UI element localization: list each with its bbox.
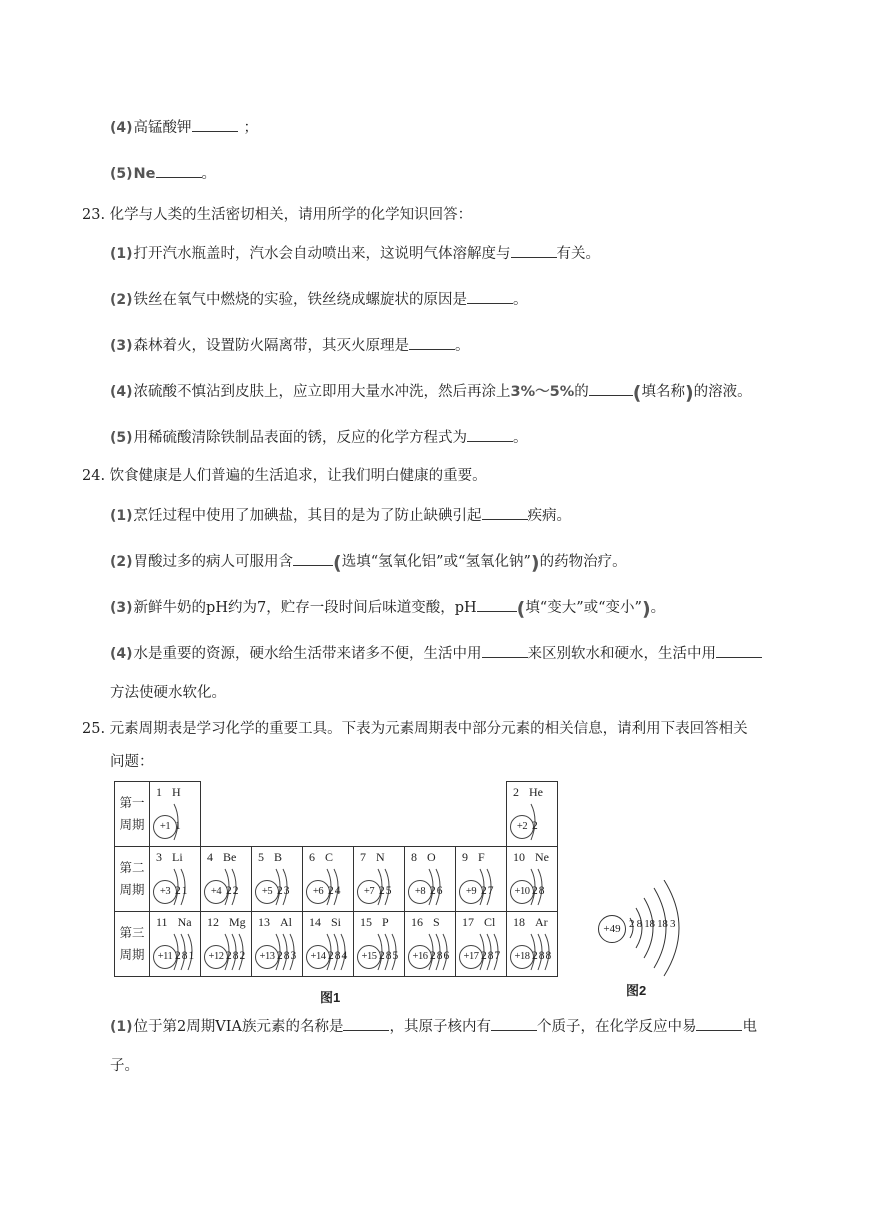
- q22-item-4: [110, 117, 258, 138]
- electron-shell-arcs: [598, 880, 708, 980]
- element-cell: 4 Be +4 22: [201, 847, 252, 912]
- item-text: 胃酸过多的病人可服用含: [133, 554, 294, 570]
- element-cell: 14 Si +14 284: [303, 912, 354, 977]
- item-text: 浓硫酸不慎沾到皮肤上，应立即用大量水冲洗，然后再涂上: [133, 384, 511, 400]
- q24-stem: 24. 饮食健康是人们普遍的生活追求，让我们明白健康的重要。: [82, 468, 487, 484]
- item-text: ，其原子核内有: [389, 1019, 491, 1035]
- item-text: 用稀硫酸清除铁制品表面的锈，反应的化学方程式为: [133, 430, 468, 446]
- answer-blank[interactable]: [467, 427, 513, 442]
- answer-blank[interactable]: [716, 643, 762, 658]
- element-cell: 11 Na +11 281: [150, 912, 201, 977]
- q25-stem-cont: 问题：: [110, 754, 154, 770]
- answer-blank[interactable]: [482, 505, 528, 520]
- percent-range: 3%～5%: [510, 384, 575, 400]
- item-hint: 选填“氢氧化铝”或“氢氧化钠”: [341, 554, 531, 570]
- periodic-table: [114, 781, 558, 977]
- item-text: 电: [742, 1019, 757, 1035]
- item-text: 烹饪过程中使用了加碘盐，其目的是为了防止缺碘引起: [133, 508, 482, 524]
- answer-blank[interactable]: [477, 597, 517, 612]
- row-head-period-1: 第一周期: [115, 782, 150, 847]
- answer-blank[interactable]: [156, 163, 202, 178]
- row-head-period-2: 第二周期: [115, 847, 150, 912]
- answer-blank[interactable]: [343, 1016, 389, 1031]
- element-cell: 13 Al +13 283: [252, 912, 303, 977]
- answer-blank[interactable]: [482, 643, 528, 658]
- element-cell: 3 Li +3 21: [150, 847, 201, 912]
- item-text-tail: 疾病。: [527, 508, 572, 524]
- shell-numbers: 2 8 18 18 3: [629, 918, 676, 930]
- element-cell: 9 F +9 27: [456, 847, 507, 912]
- item-hint: 填名称: [641, 384, 685, 400]
- q25-stem: 25. 元素周期表是学习化学的重要工具。下表为元素周期表中部分元素的相关信息，请利用下表回答相关: [82, 721, 748, 737]
- element-cell: 15 P +15 285: [354, 912, 405, 977]
- open-paren: (: [632, 382, 642, 404]
- row-head-period-3: 第三周期: [115, 912, 150, 977]
- answer-blank[interactable]: [511, 243, 557, 258]
- element-cell: 10 Ne +10 28: [507, 847, 558, 912]
- answer-blank[interactable]: [696, 1016, 742, 1031]
- q25-item-1: [110, 1016, 757, 1037]
- q25-item-1-cont: 子。: [110, 1058, 139, 1074]
- item-text-tail: 的溶液。: [693, 384, 752, 400]
- q23-item-1: [110, 243, 600, 264]
- item-text-tail: 。: [513, 292, 528, 308]
- item-number: (1): [110, 1019, 133, 1035]
- element-cell: 16 S +16 286: [405, 912, 456, 977]
- close-paren: ): [684, 382, 694, 404]
- item-number: (3): [110, 338, 133, 354]
- figure-2-caption: 图2: [626, 983, 647, 998]
- q23-item-2: [110, 289, 528, 310]
- item-number: (2): [110, 292, 133, 308]
- close-paren: ): [641, 598, 651, 620]
- item-text: 打开汽水瓶盖时，汽水会自动喷出来，这说明气体溶解度与: [133, 246, 511, 262]
- open-paren: (: [516, 598, 526, 620]
- item-number: (1): [110, 508, 133, 524]
- q24-item-2: [110, 551, 627, 573]
- item-text: 的: [574, 384, 589, 400]
- element-cell: 6 C +6 24: [303, 847, 354, 912]
- punct: ；: [243, 120, 259, 136]
- q24-item-4-cont: 方法使硬水软化。: [110, 685, 226, 701]
- q22-item-5: [110, 163, 216, 184]
- open-paren: (: [333, 552, 342, 574]
- item-text: 个质子，在化学反应中易: [536, 1019, 697, 1035]
- element-cell: 7 N +7 25: [354, 847, 405, 912]
- item-number: (4): [110, 646, 133, 662]
- element-cell: 5 B +5 23: [252, 847, 303, 912]
- q23-stem: 23. 化学与人类的生活密切相关，请用所学的化学知识回答：: [82, 207, 473, 223]
- nucleus: +49: [598, 915, 626, 943]
- item-text: 水是重要的资源，硬水给生活带来诸多不便，生活中用: [133, 646, 482, 662]
- item-number: (4): [110, 120, 133, 136]
- item-text: Ne: [133, 166, 156, 182]
- answer-blank[interactable]: [293, 551, 333, 566]
- element-cell: 18 Ar +18 288: [507, 912, 558, 977]
- item-hint: 填“变大”或“变小”: [525, 600, 642, 616]
- item-text-tail: 有关。: [556, 246, 601, 262]
- element-cell: 8 O +8 26: [405, 847, 456, 912]
- q24-item-1: [110, 505, 571, 526]
- item-text: 森林着火，设置防火隔离带，其灭火原理是: [133, 338, 410, 354]
- item-number: (4): [110, 384, 133, 400]
- answer-blank[interactable]: [589, 381, 633, 396]
- item-text: 高锰酸钾: [133, 120, 192, 136]
- q24-item-3: [110, 597, 665, 619]
- element-cell: 1 H +1 1: [150, 782, 201, 847]
- element-cell: 17 Cl +17 287: [456, 912, 507, 977]
- element-cell: 2 He +2 2: [507, 782, 558, 847]
- element-cell: 12 Mg +12 282: [201, 912, 252, 977]
- q23-item-4: [110, 381, 752, 403]
- figure-2-atom: [598, 880, 708, 980]
- answer-blank[interactable]: [467, 289, 513, 304]
- item-text: 来区别软水和硬水，生活中用: [527, 646, 717, 662]
- close-paren: ): [530, 552, 540, 574]
- item-text: 新鲜牛奶的pH约为7，贮存一段时间后味道变酸，pH: [133, 600, 477, 616]
- answer-blank[interactable]: [409, 335, 455, 350]
- figure-1-caption: 图1: [320, 990, 341, 1005]
- item-text-tail: 。: [513, 430, 528, 446]
- q24-item-4: [110, 643, 762, 664]
- item-number: (1): [110, 246, 133, 262]
- item-number: (2): [110, 554, 133, 570]
- item-text: 位于第2周期VIA族元素的名称是: [133, 1019, 344, 1035]
- item-text-tail: 。: [455, 338, 470, 354]
- punct: 。: [201, 166, 217, 182]
- q23-item-3: [110, 335, 470, 356]
- answer-blank[interactable]: [192, 117, 238, 132]
- item-number: (5): [110, 430, 133, 446]
- item-number: (3): [110, 600, 133, 616]
- q23-item-5: [110, 427, 528, 448]
- answer-blank[interactable]: [491, 1016, 537, 1031]
- item-text-tail: 。: [650, 600, 666, 616]
- item-number: (5): [110, 166, 133, 182]
- item-text-tail: 的药物治疗。: [539, 554, 627, 570]
- item-text: 铁丝在氧气中燃烧的实验，铁丝绕成螺旋状的原因是: [133, 292, 468, 308]
